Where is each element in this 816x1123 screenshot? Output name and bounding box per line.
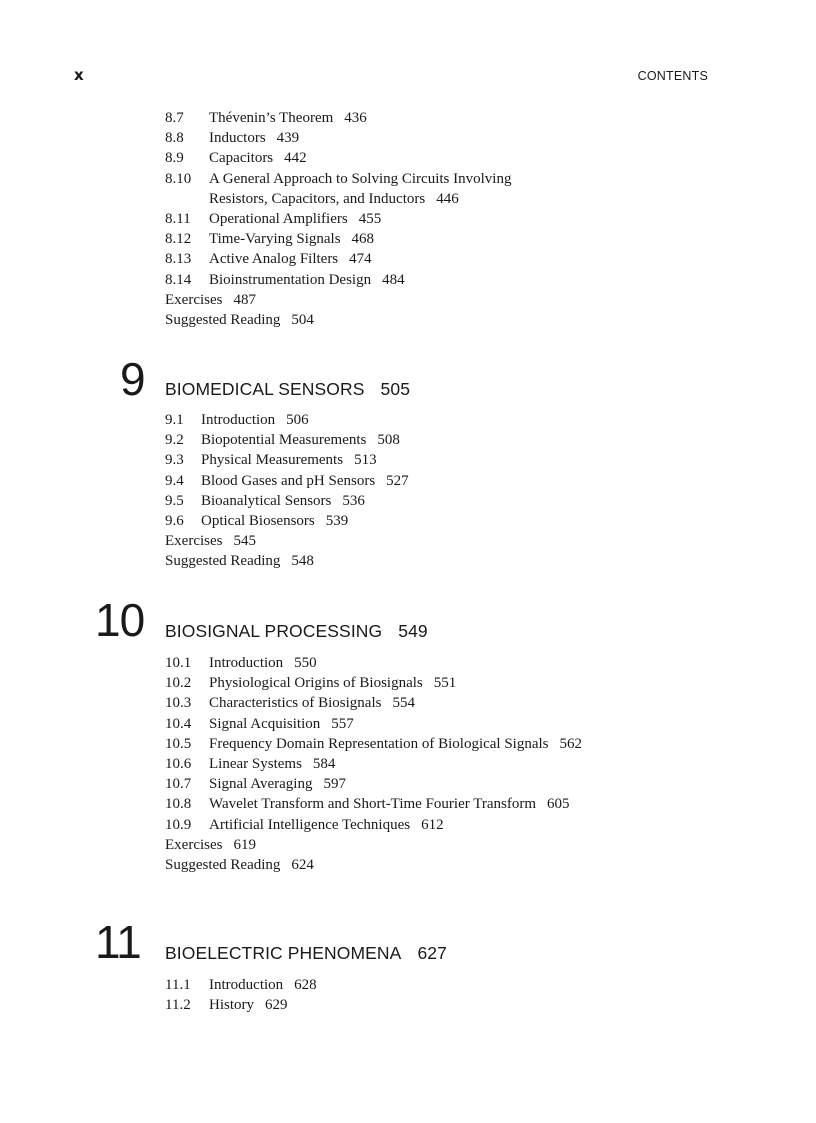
chapter-8-entries (165, 108, 725, 330)
toc-suggested-reading[interactable]: Suggested Reading 548 (165, 553, 314, 570)
toc-entry[interactable]: 10.3 Characteristics of Biosignals 554 (165, 695, 415, 712)
toc-entry[interactable]: 8.12 Time-Varying Signals 468 (165, 231, 375, 248)
chapter-9-title[interactable]: BIOMEDICAL SENSORS 505 (165, 379, 411, 399)
toc-suggested-reading[interactable]: Suggested Reading 624 (165, 856, 314, 873)
toc-entry[interactable]: 8.14 Bioinstrumentation Design 484 (165, 271, 405, 288)
toc-entry[interactable]: 8.11 Operational Amplifiers 455 (165, 210, 382, 227)
toc-entry[interactable]: 10.4 Signal Acquisition 557 (165, 715, 354, 732)
toc-entry[interactable]: 9.1 Introduction 506 (165, 412, 309, 428)
toc-entry[interactable]: 10.1 Introduction 550 (165, 655, 317, 671)
toc-entry[interactable]: 9.2 Biopotential Measurements 508 (165, 432, 400, 449)
toc-entry[interactable]: 10.7 Signal Averaging 597 (165, 776, 346, 793)
toc-entry[interactable]: 9.5 Bioanalytical Sensors 536 (165, 492, 365, 509)
chapter-10-number: 10 (95, 594, 145, 646)
toc-entry[interactable]: 8.10 A General Approach to Solving Circuits Involving (165, 170, 512, 187)
chapter-11-number: 11 (95, 916, 141, 968)
toc-entry[interactable]: 8.9 Capacitors 442 (165, 150, 307, 167)
chapter-9-entries (165, 410, 725, 572)
running-head: CONTENTS (637, 69, 708, 83)
toc-entry[interactable]: 8.7 Thévenin’s Theorem 436 (165, 110, 367, 126)
page-folio: x (74, 66, 84, 84)
chapter-10-title[interactable]: BIOSIGNAL PROCESSING 549 (165, 621, 428, 641)
chapter-11-entries (165, 975, 725, 1015)
toc-exercises[interactable]: Exercises 545 (165, 533, 256, 550)
toc-entry[interactable]: 10.6 Linear Systems 584 (165, 755, 336, 772)
chapter-10-entries (165, 653, 725, 875)
toc-entry-continuation[interactable]: Resistors, Capacitors, and Inductors 446 (209, 190, 459, 207)
toc-entry[interactable]: 10.8 Wavelet Transform and Short-Time Fourier Transform 605 (165, 796, 570, 813)
toc-entry[interactable]: 8.8 Inductors 439 (165, 130, 300, 147)
toc-entry[interactable]: 9.4 Blood Gases and pH Sensors 527 (165, 472, 409, 489)
chapter-9-number: 9 (120, 353, 145, 405)
chapter-11-title[interactable]: BIOELECTRIC PHENOMENA 627 (165, 943, 447, 963)
toc-entry[interactable]: 10.5 Frequency Domain Representation of Biological Signals 562 (165, 735, 583, 752)
toc-entry[interactable]: 10.2 Physiological Origins of Biosignals 551 (165, 675, 457, 692)
toc-suggested-reading[interactable]: Suggested Reading 504 (165, 311, 314, 328)
toc-entry[interactable]: 11.2 History 629 (165, 997, 288, 1014)
toc-entry[interactable]: 11.1 Introduction 628 (165, 977, 317, 993)
toc-exercises[interactable]: Exercises 487 (165, 291, 256, 308)
toc-entry[interactable]: 9.3 Physical Measurements 513 (165, 452, 377, 469)
toc-exercises[interactable]: Exercises 619 (165, 836, 256, 853)
toc-entry[interactable]: 10.9 Artificial Intelligence Techniques 612 (165, 816, 444, 833)
toc-entry[interactable]: 9.6 Optical Biosensors 539 (165, 512, 349, 529)
toc-entry[interactable]: 8.13 Active Analog Filters 474 (165, 251, 372, 268)
